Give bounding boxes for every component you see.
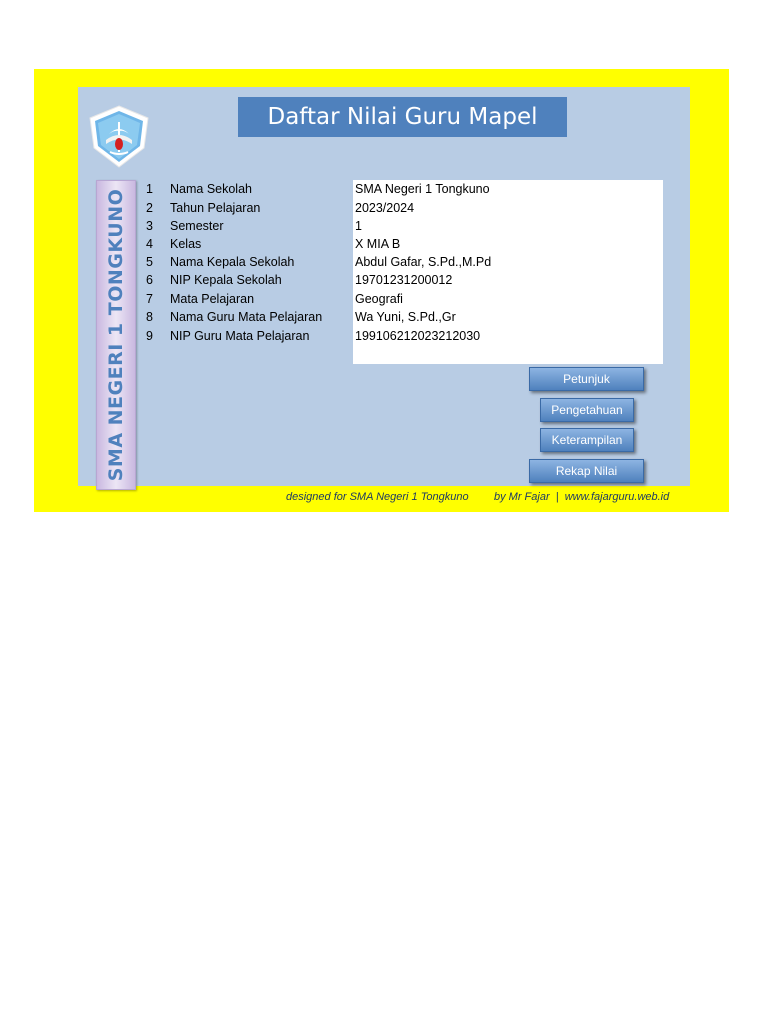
row-number: 7	[146, 292, 153, 306]
info-row	[146, 199, 666, 217]
info-row	[146, 180, 666, 198]
info-row	[146, 253, 666, 271]
info-row	[146, 271, 666, 289]
row-value[interactable]: 1	[355, 219, 362, 233]
row-label: Nama Guru Mata Pelajaran	[170, 310, 323, 324]
row-label: Kelas	[170, 237, 202, 251]
row-number: 5	[146, 255, 153, 269]
row-label: NIP Guru Mata Pelajaran	[170, 329, 310, 343]
row-number: 3	[146, 219, 153, 233]
rekap-nilai-button[interactable]: Rekap Nilai	[529, 459, 644, 483]
keterampilan-button[interactable]: Keterampilan	[540, 428, 634, 452]
row-value[interactable]: Wa Yuni, S.Pd.,Gr	[355, 310, 456, 324]
row-number: 1	[146, 182, 153, 196]
petunjuk-button[interactable]: Petunjuk	[529, 367, 644, 391]
row-value[interactable]: X MIA B	[355, 237, 401, 251]
row-value[interactable]: Geografi	[355, 292, 403, 306]
info-row	[146, 235, 666, 253]
row-label: Mata Pelajaran	[170, 292, 255, 306]
info-row	[146, 327, 666, 345]
footer-author-text: by Mr Fajar | www.fajarguru.web.id	[494, 491, 670, 503]
row-label: Semester	[170, 219, 224, 233]
vertical-banner-text: SMA NEGERI 1 TONGKUNO	[105, 188, 127, 482]
row-value[interactable]: Abdul Gafar, S.Pd.,M.Pd	[355, 255, 492, 269]
info-row	[146, 217, 666, 235]
info-row	[146, 290, 666, 308]
row-number: 8	[146, 310, 153, 324]
row-number: 4	[146, 237, 153, 251]
row-number: 6	[146, 273, 153, 287]
row-label: Nama Kepala Sekolah	[170, 255, 295, 269]
tut-wuri-handayani-emblem-icon	[84, 104, 154, 170]
school-name-vertical-banner	[96, 180, 136, 490]
row-number: 9	[146, 329, 153, 343]
row-label: Nama Sekolah	[170, 182, 252, 196]
pengetahuan-button[interactable]: Pengetahuan	[540, 398, 634, 422]
row-label: NIP Kepala Sekolah	[170, 273, 282, 287]
row-label: Tahun Pelajaran	[170, 201, 261, 215]
row-value[interactable]: SMA Negeri 1 Tongkuno	[355, 182, 490, 196]
info-row	[146, 308, 666, 326]
row-value[interactable]: 199106212023212030	[355, 329, 481, 343]
footer-designed-text: designed for SMA Negeri 1 Tongkuno	[286, 491, 469, 503]
page-title: Daftar Nilai Guru Mapel	[267, 104, 538, 130]
page-title-box	[238, 97, 567, 137]
row-number: 2	[146, 201, 153, 215]
row-value[interactable]: 2023/2024	[355, 201, 415, 215]
row-value[interactable]: 19701231200012	[355, 273, 453, 287]
